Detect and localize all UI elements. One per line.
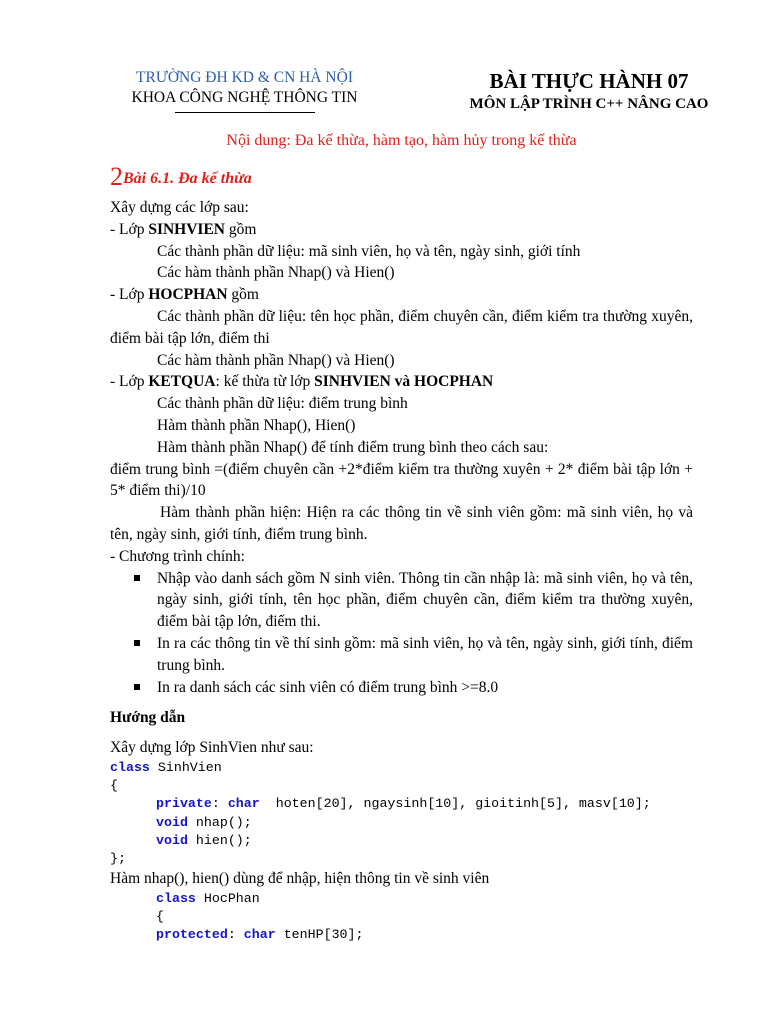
- guide-heading: Hướng dẫn: [110, 709, 186, 727]
- bullet-square-icon: [134, 575, 140, 581]
- code-line: };: [110, 850, 126, 866]
- code-keyword: private: [156, 796, 212, 812]
- code-line: [110, 890, 693, 908]
- class3-nhap: Hàm thành phần Nhap() để tính điểm trung bình theo cách sau:: [157, 438, 549, 456]
- class3-name: KETQUA: [148, 373, 216, 391]
- faculty-name: KHOA CÔNG NGHỆ THÔNG TIN: [131, 89, 358, 106]
- list-item: [110, 633, 693, 677]
- class2-prefix: - Lớp: [110, 286, 149, 304]
- code-keyword: char: [243, 927, 276, 943]
- class3-parents: SINHVIEN và HOCPHAN: [314, 373, 494, 391]
- formula: điểm trung bình =(điểm chuyên cần +2*điểm kiểm tra thường xuyên + 2* điểm bài tập lớn + 5* điểm thi)/10: [110, 460, 693, 500]
- class1-name: SINHVIEN: [148, 220, 225, 238]
- section-heading: [110, 162, 252, 192]
- list-item-text: In ra các thông tin về thí sinh gồm: mã sinh viên, họ và tên, ngày sinh, giới tính, điểm trung bình.: [157, 634, 693, 674]
- class3-line: [110, 371, 693, 393]
- class1-prefix: - Lớp: [110, 220, 149, 238]
- code-line: [110, 795, 693, 813]
- class2-line: [110, 284, 693, 306]
- class3-data: Các thành phần dữ liệu: điểm trung bình: [157, 395, 408, 413]
- header-left: [112, 68, 377, 113]
- code-text: nhap();: [187, 814, 252, 830]
- code-keyword: void: [156, 832, 188, 848]
- code-text: :: [211, 796, 228, 812]
- code-keyword: class: [156, 890, 196, 906]
- header-divider: [175, 112, 315, 113]
- code-line: {: [156, 909, 164, 925]
- code-block-hocphan: [110, 890, 693, 945]
- main-program-list: [110, 568, 693, 699]
- code-keyword: protected: [156, 927, 228, 943]
- document-subtitle: MÔN LẬP TRÌNH C++ NÂNG CAO: [469, 96, 709, 112]
- after-code-paragraph: Hàm nhap(), hien() dùng để nhập, hiện thông tin về sinh viên: [110, 870, 490, 888]
- class3-hien: Hàm thành phần hiện: Hiện ra các thông tin về sinh viên gồm: mã sinh viên, họ và tên, ngày sinh, giới tính, điểm trung bình.: [110, 504, 693, 543]
- content-title: Nội dung: Đa kế thừa, hàm tạo, hàm hủy trong kế thừa: [226, 132, 577, 149]
- main-program-heading: - Chương trình chính:: [110, 547, 245, 565]
- header-right: [448, 68, 730, 114]
- code-text: SinhVien: [149, 759, 222, 775]
- intro-paragraph: Xây dựng các lớp sau:: [110, 199, 249, 216]
- code-line: {: [110, 778, 118, 794]
- code-text: hoten[20], ngaysinh[10], gioitinh[5], masv[10];: [259, 796, 651, 812]
- code-text: hien();: [187, 832, 252, 848]
- document-title: BÀI THỰC HÀNH 07: [489, 69, 689, 93]
- section-number: 2: [110, 162, 123, 191]
- class2-data: Các thành phần dữ liệu: tên học phần, điểm chuyên cần, điểm kiểm tra thường xuyên, điểm bài tập lớn, điểm thi: [110, 307, 693, 347]
- code-line: [110, 926, 693, 944]
- class1-data: Các thành phần dữ liệu: mã sinh viên, họ và tên, ngày sinh, giới tính: [157, 242, 581, 260]
- list-item: [110, 568, 693, 633]
- class1-suffix: gồm: [225, 220, 257, 238]
- code-keyword: class: [110, 759, 150, 775]
- class2-methods: Các hàm thành phần Nhap() và Hien(): [157, 351, 395, 369]
- list-item-text: Nhập vào danh sách gồm N sinh viên. Thông tin cần nhập là: mã sinh viên, họ và tên, ngày sinh, giới tính, tên học phần, điểm chuyên cần, điểm kiểm tra thường xuyên, điểm bài tập lớn, điểm thi.: [157, 569, 693, 631]
- list-item-text: In ra danh sách các sinh viên có điểm trung bình >=8.0: [157, 678, 499, 696]
- class3-prefix: - Lớp: [110, 373, 149, 391]
- class1-methods: Các hàm thành phần Nhap() và Hien(): [157, 264, 395, 282]
- class3-middle: : kế thừa từ lớp: [215, 373, 315, 391]
- code-line: [110, 759, 693, 777]
- section-title: Bài 6.1. Đa kế thừa: [123, 170, 252, 187]
- code-text: :: [227, 927, 244, 943]
- university-name: TRƯỜNG ĐH KD & CN HÀ NỘI: [136, 69, 353, 86]
- document-body: [110, 197, 693, 945]
- class3-methods: Hàm thành phần Nhap(), Hien(): [157, 416, 356, 434]
- code-line: [110, 814, 693, 832]
- bullet-square-icon: [134, 684, 140, 690]
- code-keyword: void: [156, 814, 188, 830]
- code-block-sinhvien: [110, 759, 693, 868]
- guide-intro: Xây dựng lớp SinhVien như sau:: [110, 739, 314, 757]
- code-line: [110, 832, 693, 850]
- list-item: [110, 677, 693, 699]
- class2-name: HOCPHAN: [148, 286, 228, 304]
- code-keyword: char: [227, 796, 260, 812]
- class1-line: [110, 219, 693, 241]
- bullet-square-icon: [134, 640, 140, 646]
- code-text: HocPhan: [195, 890, 260, 906]
- code-text: tenHP[30];: [275, 927, 364, 943]
- class2-suffix: gồm: [227, 286, 259, 304]
